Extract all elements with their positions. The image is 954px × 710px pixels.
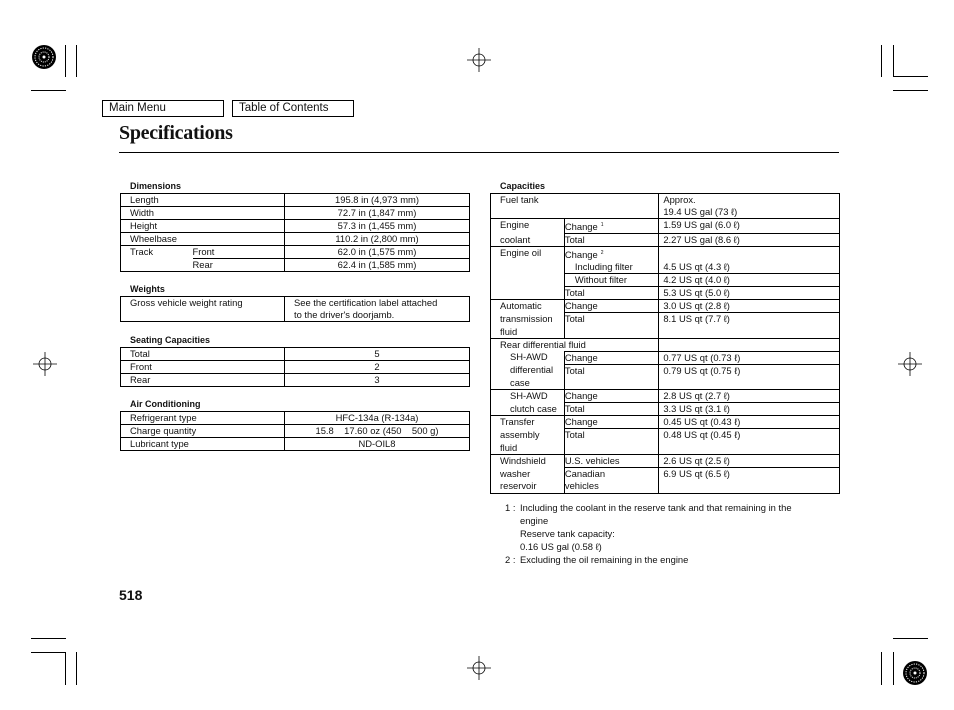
cap-label: coolant	[491, 234, 565, 247]
dim-label: Length	[121, 194, 285, 207]
crop-mark	[65, 45, 66, 77]
cap-label: case	[491, 377, 565, 390]
cap-value: 8.1 US qt (7.7 ℓ)	[659, 313, 840, 326]
cap-sublabel: Change	[564, 249, 598, 260]
crop-mark	[76, 45, 77, 77]
cap-value: 0.79 US qt (0.75 ℓ)	[659, 364, 840, 377]
footnote-line: Reserve tank capacity:	[520, 527, 615, 539]
footnotes	[505, 502, 838, 567]
table-row	[491, 468, 840, 481]
table-row	[491, 364, 840, 377]
seat-label: Total	[121, 348, 285, 361]
cap-sublabel: U.S. vehicles	[564, 455, 658, 468]
registration-mark-icon	[898, 352, 922, 376]
dim-label: Track	[121, 246, 193, 272]
cap-label: SH-AWD	[491, 351, 565, 364]
cap-label: Transfer	[491, 416, 565, 429]
cap-sublabel: Total	[564, 234, 658, 247]
cap-label: SH-AWD	[491, 390, 565, 403]
cap-label: Fuel tank	[491, 194, 565, 219]
weights-heading: Weights	[130, 284, 165, 294]
crop-mark	[893, 45, 894, 77]
title-divider	[119, 152, 839, 153]
dim-sublabel: Rear	[193, 259, 285, 272]
weights-label: Gross vehicle weight rating	[121, 297, 285, 322]
cap-label: fluid	[491, 326, 565, 339]
cap-sublabel: Change	[564, 300, 658, 313]
dimensions-heading: Dimensions	[130, 181, 182, 191]
capacities-table	[490, 193, 840, 494]
dim-value: 62.0 in (1,575 mm)	[285, 246, 470, 259]
footnote-marker: 2	[600, 250, 604, 256]
cap-sublabel: Total	[564, 313, 658, 326]
seating-table	[120, 347, 470, 387]
table-row	[491, 455, 840, 468]
page-title: Specifications	[119, 122, 233, 144]
dim-label: Width	[121, 207, 285, 220]
table-row	[121, 233, 470, 246]
seat-value: 3	[285, 374, 470, 387]
cap-value: 6.9 US qt (6.5 ℓ)	[659, 468, 840, 481]
cap-label: transmission	[491, 313, 565, 326]
crop-mark	[893, 76, 928, 77]
seat-value: 2	[285, 361, 470, 374]
cap-label: differential	[491, 364, 565, 377]
cap-sublabel: Total	[564, 287, 658, 300]
cap-sublabel: Including filter	[574, 261, 633, 272]
footnote-number: 1 :	[505, 502, 516, 513]
footnote-number: 2 :	[505, 553, 516, 565]
registration-mark-icon	[467, 48, 491, 72]
table-row	[491, 377, 840, 390]
cap-value: 19.4 US gal (73 ℓ)	[663, 206, 738, 217]
cap-value: 3.3 US qt (3.1 ℓ)	[659, 403, 840, 416]
footnote-line: engine	[520, 514, 549, 526]
crop-mark	[881, 652, 882, 685]
footnote	[505, 554, 838, 567]
cap-label: Engine oil	[491, 247, 565, 262]
cap-value: Approx.	[663, 194, 696, 205]
cap-value: 3.0 US qt (2.8 ℓ)	[659, 300, 840, 313]
cap-label: clutch case	[491, 403, 565, 416]
cap-value: 0.77 US qt (0.73 ℓ)	[659, 351, 840, 364]
cap-label: Rear differential fluid	[491, 338, 659, 351]
cap-sublabel: Total	[564, 403, 658, 416]
cap-label: assembly	[491, 429, 565, 442]
crop-mark	[31, 638, 66, 639]
table-row	[491, 219, 840, 234]
dim-value: 57.3 in (1,455 mm)	[285, 220, 470, 233]
cap-sublabel: vehicles	[564, 480, 658, 493]
table-row	[121, 374, 470, 387]
table-row	[121, 425, 470, 438]
weights-value: See the certification label attached	[294, 297, 438, 308]
table-row	[121, 207, 470, 220]
table-row	[491, 247, 840, 262]
cap-value: 1.59 US gal (6.0 ℓ)	[659, 219, 840, 234]
ac-value: 15.8 17.60 oz (450 500 g)	[285, 425, 470, 438]
table-row	[491, 326, 840, 339]
crop-mark	[893, 652, 894, 685]
crop-mark	[893, 90, 928, 91]
cap-sublabel: Total	[564, 364, 658, 377]
cap-value: 4.2 US qt (4.0 ℓ)	[659, 274, 840, 287]
table-row	[491, 442, 840, 455]
table-row	[491, 403, 840, 416]
print-burst-icon	[902, 660, 928, 686]
table-row	[121, 348, 470, 361]
ac-label: Charge quantity	[121, 425, 285, 438]
table-row	[491, 338, 840, 351]
cap-sublabel: Canadian	[564, 468, 658, 481]
dim-sublabel: Front	[193, 246, 285, 259]
main-menu-button[interactable]: Main Menu	[102, 100, 224, 117]
footnote-marker: 1	[600, 222, 604, 228]
weights-table	[120, 296, 470, 322]
cap-sublabel: Change	[564, 390, 658, 403]
seat-label: Front	[121, 361, 285, 374]
cap-label: fluid	[491, 442, 565, 455]
table-row	[491, 416, 840, 429]
ac-label: Lubricant type	[121, 438, 285, 451]
table-row	[491, 287, 840, 300]
dim-label: Height	[121, 220, 285, 233]
cap-value: 2.27 US gal (8.6 ℓ)	[659, 234, 840, 247]
table-row	[121, 246, 470, 259]
table-row	[491, 351, 840, 364]
table-row	[491, 429, 840, 442]
registration-mark-icon	[33, 352, 57, 376]
dim-value: 195.8 in (4,973 mm)	[285, 194, 470, 207]
table-row	[121, 438, 470, 451]
cap-value: 4.5 US qt (4.3 ℓ)	[659, 261, 840, 274]
crop-mark	[881, 45, 882, 77]
cap-label: Automatic	[491, 300, 565, 313]
cap-label: reservoir	[491, 480, 565, 493]
footnote	[505, 502, 838, 554]
table-row	[121, 412, 470, 425]
dim-value: 72.7 in (1,847 mm)	[285, 207, 470, 220]
ac-value: HFC-134a (R-134a)	[285, 412, 470, 425]
dim-label: Wheelbase	[121, 233, 285, 246]
cap-value: 0.45 US qt (0.43 ℓ)	[659, 416, 840, 429]
seat-value: 5	[285, 348, 470, 361]
cap-sublabel: Change	[564, 221, 598, 232]
footnote-line: Including the coolant in the reserve tank and that remaining in the	[520, 502, 792, 513]
table-row	[491, 274, 840, 287]
registration-mark-icon	[467, 656, 491, 680]
ac-value: ND-OIL8	[285, 438, 470, 451]
ac-table	[120, 411, 470, 451]
table-row	[121, 297, 470, 322]
cap-label: Windshield	[491, 455, 565, 468]
table-row	[491, 194, 840, 219]
cap-sublabel: Total	[564, 429, 658, 442]
crop-mark	[893, 638, 928, 639]
cap-sublabel: Without filter	[574, 274, 627, 286]
weights-value: to the driver's doorjamb.	[294, 309, 395, 320]
cap-value: 2.8 US qt (2.7 ℓ)	[659, 390, 840, 403]
dim-value: 62.4 in (1,585 mm)	[285, 259, 470, 272]
crop-mark	[31, 90, 66, 91]
table-row	[491, 300, 840, 313]
cap-value: 5.3 US qt (5.0 ℓ)	[659, 287, 840, 300]
cap-value: 0.48 US qt (0.45 ℓ)	[659, 429, 840, 442]
table-of-contents-button[interactable]: Table of Contents	[232, 100, 354, 117]
cap-sublabel: Change	[564, 416, 658, 429]
crop-mark	[65, 652, 66, 685]
print-burst-icon	[31, 44, 57, 70]
table-row	[121, 220, 470, 233]
cap-sublabel: Change	[564, 351, 658, 364]
footnote-line: Excluding the oil remaining in the engine	[520, 553, 689, 565]
table-row	[491, 261, 840, 274]
crop-mark	[31, 652, 66, 653]
dim-value: 110.2 in (2,800 mm)	[285, 233, 470, 246]
page-number: 518	[119, 587, 143, 603]
cap-value: 2.6 US qt (2.5 ℓ)	[659, 455, 840, 468]
table-row	[491, 234, 840, 247]
table-row	[491, 480, 840, 493]
cap-label: washer	[491, 468, 565, 481]
crop-mark	[76, 652, 77, 685]
table-row	[121, 361, 470, 374]
ac-label: Refrigerant type	[121, 412, 285, 425]
table-row	[491, 390, 840, 403]
table-row	[121, 194, 470, 207]
seat-label: Rear	[121, 374, 285, 387]
footnote-line: 0.16 US gal (0.58 ℓ)	[520, 540, 602, 552]
seating-heading: Seating Capacities	[130, 335, 211, 345]
capacities-heading: Capacities	[500, 181, 546, 191]
dimensions-table	[120, 193, 470, 272]
cap-label: Engine	[491, 219, 565, 234]
ac-heading: Air Conditioning	[130, 399, 201, 409]
table-row	[491, 313, 840, 326]
